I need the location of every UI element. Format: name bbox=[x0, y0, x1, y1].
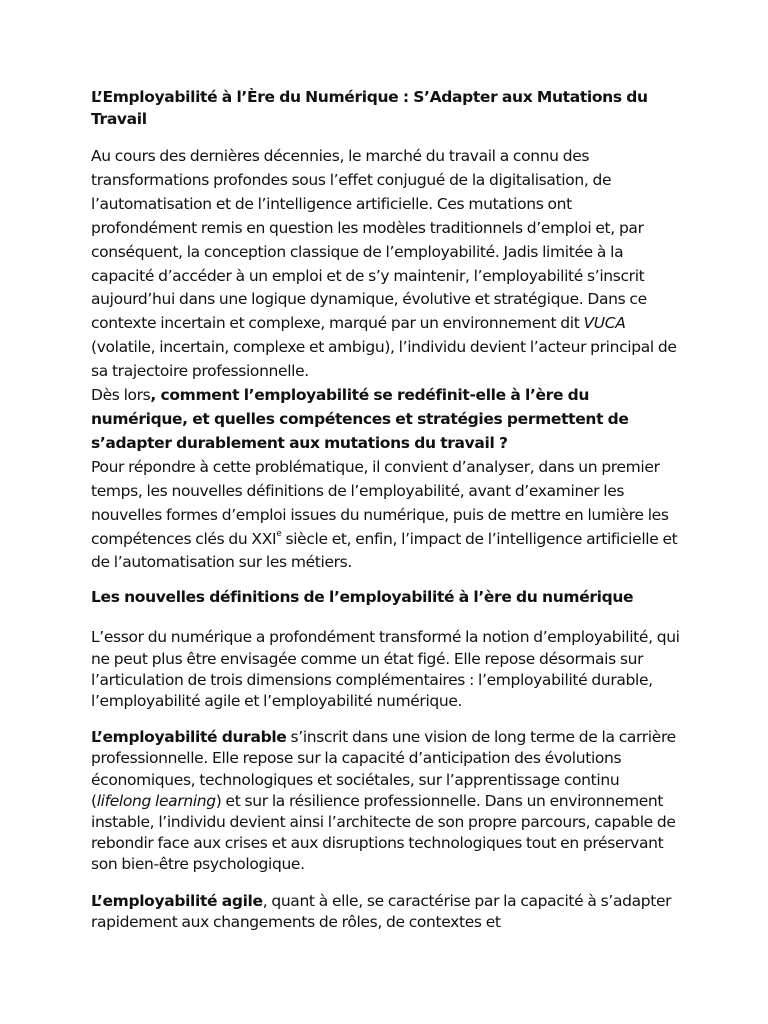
document-page bbox=[91, 86, 681, 933]
intro-context-text-b: (volatile, incertain, complexe et ambigu), l’individu devient l’acteur principal de sa trajectoire professionnelle. bbox=[91, 338, 677, 381]
intro-paragraph-problematique bbox=[91, 384, 681, 456]
introduction bbox=[91, 145, 681, 575]
intro-paragraph-plan bbox=[91, 456, 681, 576]
term-employabilite-agile: L’employabilité agile bbox=[91, 891, 263, 910]
agile-text-a: , quant à elle, se caractérise par la capacité à s’adapter rapidement aux changements de rôles, de contextes et bbox=[91, 891, 672, 931]
lifelong-learning-term: lifelong learning bbox=[96, 791, 216, 810]
section-paragraph-employabilite-agile bbox=[91, 891, 681, 933]
intro-paragraph-context bbox=[91, 145, 681, 384]
section-paragraph-employabilite-durable bbox=[91, 727, 681, 875]
problematique-lead: Dès lors bbox=[91, 386, 151, 405]
section-paragraph-dimensions: L’essor du numérique a profondément transformé la notion d’employabilité, qui ne peut plus être envisagée comme un état figé. Elle repose désormais sur l’articulation de trois dimensions complémentaires : l’employabilité durable, l’employabilité agile et l’employabilité numérique. bbox=[91, 628, 680, 710]
section-heading: Les nouvelles définitions de l’employabilité à l’ère du numérique bbox=[91, 588, 634, 607]
vuca-term: VUCA bbox=[583, 314, 626, 333]
plan-text-b: siècle et, enfin, l’impact de l’intelligence artificielle et de l’automatisation sur les métiers. bbox=[91, 529, 678, 572]
plan-text-a: Pour répondre à cette problématique, il convient d’analyser, dans un premier temps, les nouvelles définitions de l’employabilité, avant d’examiner les nouvelles formes d’emploi issues du numérique, puis de mettre en lumière les compétences clés du XXI bbox=[91, 457, 669, 548]
document-title: L’Employabilité à l’Ère du Numérique : S’Adapter aux Mutations du Travail bbox=[91, 88, 648, 128]
intro-context-text-a: Au cours des dernières décennies, le marché du travail a connu des transformations profondes sous l’effet conjugué de la digitalisation, de l’automatisation et de l’intelligence artificielle. Ces mutations ont profondément remis en question les modèles traditionnels d’emploi et, par conséquent, la conception classique de l’employabilité. Jadis limitée à la capacité d’accéder à un emploi et de s’y maintenir, l’employabilité s’inscrit aujourd’hui dans une logique dynamique, évolutive et stratégique. Dans ce contexte incertain et complexe, marqué par un environnement dit bbox=[91, 147, 647, 333]
durable-text-a: s’inscrit dans une vision de long terme de la carrière professionnelle. Elle repose sur la capacité d’anticipation des évolutions économiques, technologiques et sociétales, sur l’apprentissage continu ( bbox=[91, 728, 676, 810]
problematique-question: , comment l’employabilité se redéfinit-elle à l’ère du numérique, et quelles compétences et stratégies permettent de s’adapter durablement aux mutations du travail ? bbox=[91, 386, 629, 452]
term-employabilite-durable: L’employabilité durable bbox=[91, 728, 287, 747]
durable-text-b: ) et sur la résilience professionnelle. Dans un environnement instable, l’individu devient ainsi l’architecte de son propre parcours, capable de rebondir face aux crises et aux disruptions technologiques tout en préservant son bien-être psychologique. bbox=[91, 791, 676, 874]
century-superscript: e bbox=[276, 529, 282, 540]
